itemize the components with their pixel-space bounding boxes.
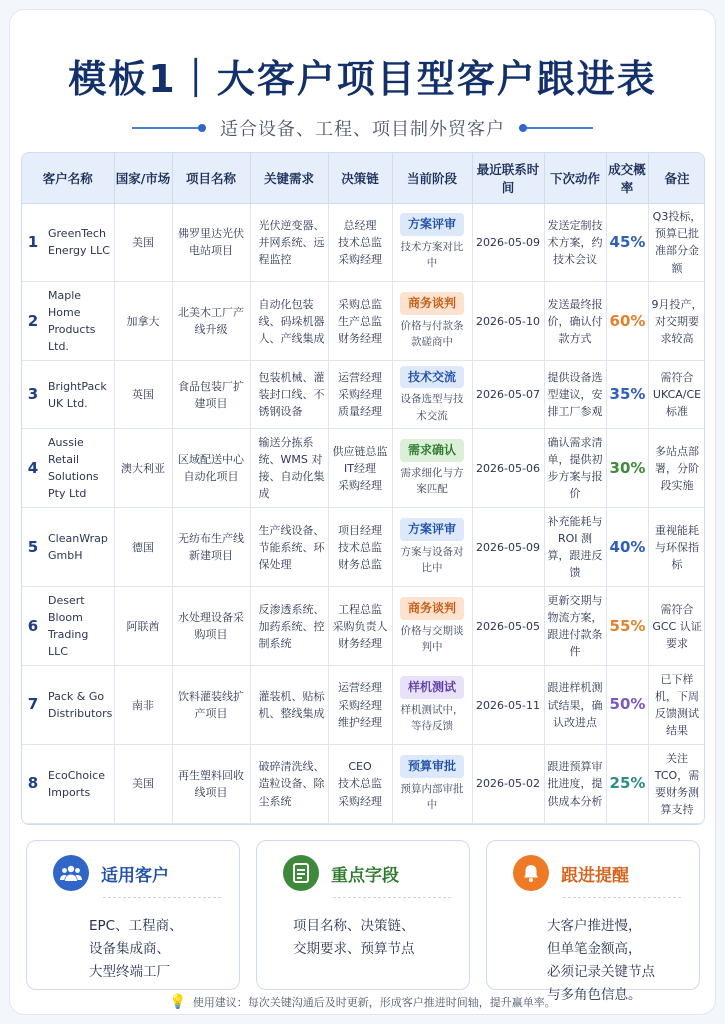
col-project: 项目名称 xyxy=(172,153,250,203)
card-body: 项目名称、决策链、 交期要求、预算节点 xyxy=(293,918,415,957)
last-contact-date-cell: 2026-05-06 xyxy=(472,429,544,508)
customer-name: BrightPack UK Ltd. xyxy=(44,361,114,429)
row-number: 4 xyxy=(22,429,44,508)
table-row xyxy=(22,745,705,824)
key-needs-cell: 自动化包装线、码垛机器人、产线集成 xyxy=(250,282,328,361)
table-row xyxy=(22,361,705,429)
note-cell: 多站点部署，分阶段实施 xyxy=(648,429,705,508)
key-needs-cell: 输送分拣系统、WMS 对接、自动化集成 xyxy=(250,429,328,508)
stage-description: 需求细化与方案匹配 xyxy=(400,466,464,496)
close-rate-cell: 25% xyxy=(606,745,648,824)
stage-badge: 预算审批 xyxy=(400,755,464,778)
note-cell: 9月投产，对交期要求较高 xyxy=(648,282,705,361)
stage-badge: 方案评审 xyxy=(400,518,464,541)
stage-cell xyxy=(392,282,472,361)
table-header-row xyxy=(22,153,705,203)
row-number: 1 xyxy=(22,203,44,282)
key-needs-cell: 包装机械、灌装封口线、不锈钢设备 xyxy=(250,361,328,429)
card-divider xyxy=(333,897,451,898)
customer-name: EcoChoice Imports xyxy=(44,745,114,824)
stage-cell xyxy=(392,666,472,745)
next-action-cell: 跟进预算审批进度，提供成本分析 xyxy=(544,745,606,824)
usage-tip xyxy=(10,994,715,1010)
last-contact-date-cell: 2026-05-11 xyxy=(472,666,544,745)
last-contact-date-cell: 2026-05-05 xyxy=(472,587,544,666)
col-rate: 成交概率 xyxy=(606,153,648,203)
page xyxy=(10,10,715,1014)
decision-chain-cell: 运营经理 采购经理 维护经理 xyxy=(328,666,392,745)
next-action-cell: 确认需求清单，提供初步方案与报价 xyxy=(544,429,606,508)
stage-description: 预算内部审批中 xyxy=(400,782,464,811)
key-needs-cell: 生产线设备、节能系统、环保处理 xyxy=(250,508,328,587)
project-name-cell: 饮料灌装线扩产项目 xyxy=(172,666,250,745)
table-row xyxy=(22,587,705,666)
users-icon xyxy=(53,855,89,891)
key-needs-cell: 反渗透系统、加药系统、控制系统 xyxy=(250,587,328,666)
stage-badge: 样机测试 xyxy=(400,676,464,699)
decision-chain-cell: 运营经理 采购经理 质量经理 xyxy=(328,361,392,429)
decision-chain-cell: CEO 技术总监 采购经理 xyxy=(328,745,392,824)
customer-name: Pack & Go Distributors xyxy=(44,666,114,745)
country-cell: 德国 xyxy=(114,508,172,587)
card-key-fields xyxy=(256,840,470,990)
row-number: 5 xyxy=(22,508,44,587)
last-contact-date-cell: 2026-05-02 xyxy=(472,745,544,824)
stage-badge: 技术交流 xyxy=(400,366,464,389)
stage-badge: 需求确认 xyxy=(400,439,464,462)
stage-badge: 商务谈判 xyxy=(400,597,464,620)
customer-name: CleanWrap GmbH xyxy=(44,508,114,587)
document-icon xyxy=(283,855,319,891)
page-subtitle: 适合设备、工程、项目制外贸客户 xyxy=(220,119,505,140)
card-body: EPC、工程商、 设备集成商、 大型终端工厂 xyxy=(89,918,183,980)
note-cell: 已下样机，下周反馈测试结果 xyxy=(648,666,705,745)
usage-tip-text: 使用建议：每次关键沟通后及时更新，形成客户推进时间轴，提升赢单率。 xyxy=(192,996,556,1009)
card-body: 大客户推进慢， 但单笔金额高， 必须记录关键节点 与多角色信息。 xyxy=(547,918,655,1003)
lightbulb-icon: 💡 xyxy=(169,994,187,1010)
row-number: 3 xyxy=(22,361,44,429)
note-cell: 关注TCO，需要财务测算支持 xyxy=(648,745,705,824)
stage-description: 样机测试中，等待反馈 xyxy=(400,703,464,732)
next-action-cell: 补充能耗与ROI 测算，跟进反馈 xyxy=(544,508,606,587)
next-action-cell: 跟进样机测试结果，确认改进点 xyxy=(544,666,606,745)
next-action-cell: 提供设备选型建议，安排工厂参观 xyxy=(544,361,606,429)
stage-cell xyxy=(392,508,472,587)
customer-name: Desert Bloom Trading LLC xyxy=(44,587,114,666)
card-target-customers xyxy=(26,840,240,990)
col-needs: 关键需求 xyxy=(250,153,328,203)
stage-cell xyxy=(392,361,472,429)
table-row xyxy=(22,282,705,361)
page-title: 模板1｜大客户项目型客户跟进表 xyxy=(68,57,657,101)
table-row xyxy=(22,666,705,745)
project-name-cell: 水处理设备采购项目 xyxy=(172,587,250,666)
last-contact-date-cell: 2026-05-07 xyxy=(472,361,544,429)
project-name-cell: 区域配送中心自动化项目 xyxy=(172,429,250,508)
project-name-cell: 再生塑料回收线项目 xyxy=(172,745,250,824)
stage-badge: 方案评审 xyxy=(400,213,464,236)
card-title: 重点字段 xyxy=(331,865,399,886)
subtitle-row xyxy=(10,114,715,142)
col-country: 国家/市场 xyxy=(114,153,172,203)
decision-chain-cell: 采购总监 生产总监 财务经理 xyxy=(328,282,392,361)
note-cell: 需符合GCC 认证要求 xyxy=(648,587,705,666)
note-cell: Q3投标，预算已批准部分金额 xyxy=(648,203,705,282)
tracking-table xyxy=(21,152,705,825)
close-rate-cell: 35% xyxy=(606,361,648,429)
subtitle-decor-right xyxy=(523,127,593,129)
project-name-cell: 佛罗里达光伏电站项目 xyxy=(172,203,250,282)
next-action-cell: 发送定制技术方案，约技术会议 xyxy=(544,203,606,282)
project-name-cell: 北美木工厂产线升级 xyxy=(172,282,250,361)
country-cell: 澳大利亚 xyxy=(114,429,172,508)
stage-cell xyxy=(392,587,472,666)
table-row xyxy=(22,203,705,282)
project-name-cell: 食品包装厂扩建项目 xyxy=(172,361,250,429)
col-chain: 决策链 xyxy=(328,153,392,203)
card-divider xyxy=(103,897,221,898)
col-note: 备注 xyxy=(648,153,705,203)
project-name-cell: 无纺布生产线新建项目 xyxy=(172,508,250,587)
stage-cell xyxy=(392,745,472,824)
close-rate-cell: 55% xyxy=(606,587,648,666)
col-customer: 客户名称 xyxy=(22,153,114,203)
card-title: 适用客户 xyxy=(101,865,169,886)
key-needs-cell: 破碎清洗线、造粒设备、除尘系统 xyxy=(250,745,328,824)
country-cell: 美国 xyxy=(114,745,172,824)
close-rate-cell: 40% xyxy=(606,508,648,587)
bell-icon xyxy=(513,855,549,891)
card-follow-up-reminder xyxy=(486,840,700,1003)
stage-description: 技术方案对比中 xyxy=(400,240,464,270)
decision-chain-cell: 总经理 技术总监 采购经理 xyxy=(328,203,392,282)
customer-name: Aussie Retail Solutions Pty Ltd xyxy=(44,429,114,508)
table-row xyxy=(22,508,705,587)
stage-badge: 商务谈判 xyxy=(400,292,464,315)
subtitle-decor-left xyxy=(132,127,202,129)
decision-chain-cell: 项目经理 技术总监 财务总监 xyxy=(328,508,392,587)
next-action-cell: 发送最终报价，确认付款方式 xyxy=(544,282,606,361)
table-row xyxy=(22,429,705,508)
col-stage: 当前阶段 xyxy=(392,153,472,203)
decision-chain-cell: 供应链总监 IT经理 采购经理 xyxy=(328,429,392,508)
last-contact-date-cell: 2026-05-10 xyxy=(472,282,544,361)
row-number: 6 xyxy=(22,587,44,666)
last-contact-date-cell: 2026-05-09 xyxy=(472,508,544,587)
key-needs-cell: 灌装机、贴标机、整线集成 xyxy=(250,666,328,745)
country-cell: 英国 xyxy=(114,361,172,429)
stage-description: 方案与设备对比中 xyxy=(400,545,464,575)
country-cell: 加拿大 xyxy=(114,282,172,361)
key-needs-cell: 光伏逆变器、并网系统、远程监控 xyxy=(250,203,328,282)
close-rate-cell: 50% xyxy=(606,666,648,745)
col-next: 下次动作 xyxy=(544,153,606,203)
stage-cell xyxy=(392,429,472,508)
card-title: 跟进提醒 xyxy=(561,865,629,886)
customer-name: GreenTech Energy LLC xyxy=(44,203,114,282)
country-cell: 南非 xyxy=(114,666,172,745)
close-rate-cell: 60% xyxy=(606,282,648,361)
country-cell: 阿联酋 xyxy=(114,587,172,666)
stage-description: 设备选型与技术交流 xyxy=(400,393,464,422)
next-action-cell: 更新交期与物流方案，跟进付款条件 xyxy=(544,587,606,666)
stage-cell xyxy=(392,203,472,282)
stage-description: 价格与交期谈判中 xyxy=(400,624,464,653)
decision-chain-cell: 工程总监 采购负责人 财务经理 xyxy=(328,587,392,666)
country-cell: 美国 xyxy=(114,203,172,282)
customer-name: Maple Home Products Ltd. xyxy=(44,282,114,361)
card-divider xyxy=(563,897,681,898)
row-number: 2 xyxy=(22,282,44,361)
note-cell: 需符合UKCA/CE标准 xyxy=(648,361,705,429)
row-number: 8 xyxy=(22,745,44,824)
note-cell: 重视能耗与环保指标 xyxy=(648,508,705,587)
last-contact-date-cell: 2026-05-09 xyxy=(472,203,544,282)
col-date: 最近联系时间 xyxy=(472,153,544,203)
stage-description: 价格与付款条款磋商中 xyxy=(400,319,464,349)
close-rate-cell: 45% xyxy=(606,203,648,282)
row-number: 7 xyxy=(22,666,44,745)
close-rate-cell: 30% xyxy=(606,429,648,508)
